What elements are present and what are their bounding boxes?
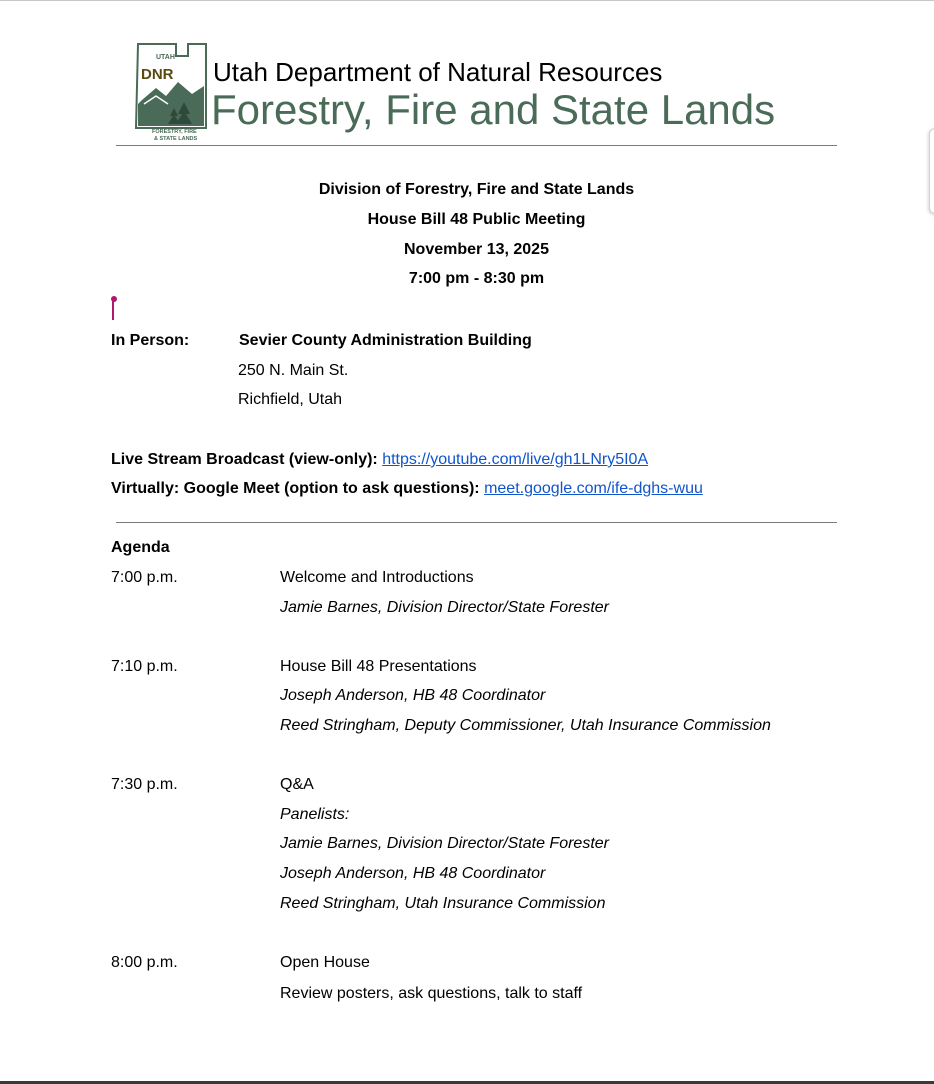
livestream-link[interactable]: https://youtube.com/live/gh1LNry5I0A (382, 451, 649, 468)
agenda-item-detail: Review posters, ask questions, talk to staff (280, 985, 583, 1002)
google-meet-line (111, 479, 703, 499)
meeting-time: 7:00 pm - 8:30 pm (408, 270, 545, 287)
location-city: Richfield, Utah (238, 391, 343, 408)
logo-initials-text: DNR (141, 66, 174, 83)
agenda-item-detail: Reed Stringham, Deputy Commissioner, Utah Insurance Commission (280, 717, 771, 734)
agenda-item-detail: Joseph Anderson, HB 48 Coordinator (280, 687, 546, 704)
dnr-logo-graphic (134, 42, 208, 142)
livestream-line (111, 450, 648, 470)
header-divider (116, 145, 837, 146)
location-building: Sevier County Administration Building (239, 332, 532, 349)
agenda-item-title: Welcome and Introductions (280, 569, 474, 586)
agenda-item-detail: Jamie Barnes, Division Director/State Forester (280, 599, 609, 616)
agenda-time: 7:10 p.m. (111, 658, 178, 675)
agenda-item-detail: Joseph Anderson, HB 48 Coordinator (280, 865, 546, 882)
page-top-border (0, 0, 934, 1)
side-panel-tab[interactable] (929, 128, 934, 214)
location-street: 250 N. Main St. (238, 362, 349, 379)
dnr-logo (134, 42, 208, 142)
agenda-item-detail: Jamie Barnes, Division Director/State Forester (280, 835, 609, 852)
google-meet-link[interactable]: meet.google.com/ife-dghs-wuu (484, 480, 703, 497)
livestream-label: Live Stream Broadcast (view-only): (111, 451, 378, 468)
agenda-item-detail: Panelists: (280, 806, 350, 823)
logo-caption-line2: & STATE LANDS (154, 136, 198, 142)
agenda-divider (116, 522, 837, 523)
logo-state-text: UTAH (156, 54, 175, 61)
in-person-label: In Person: (111, 332, 190, 349)
agenda-item-title: Q&A (280, 776, 314, 793)
agenda-item-title: House Bill 48 Presentations (280, 658, 477, 675)
meeting-division: Division of Forestry, Fire and State Lands (318, 181, 635, 198)
agenda-time: 8:00 p.m. (111, 954, 178, 971)
google-meet-label: Virtually: Google Meet (option to ask questions): (111, 480, 480, 497)
agenda-item-detail: Reed Stringham, Utah Insurance Commission (280, 895, 606, 912)
agenda-time: 7:30 p.m. (111, 776, 178, 793)
text-cursor-handle[interactable] (111, 296, 117, 302)
division-banner: Forestry, Fire and State Lands (211, 86, 776, 133)
agenda-heading: Agenda (111, 539, 170, 556)
meeting-title: House Bill 48 Public Meeting (367, 211, 586, 228)
meeting-date: November 13, 2025 (404, 241, 549, 258)
agenda-item-title: Open House (280, 954, 370, 971)
department-name: Utah Department of Natural Resources (213, 57, 663, 87)
logo-caption-line1: FORESTRY, FIRE (152, 129, 197, 135)
agenda-time: 7:00 p.m. (111, 569, 178, 586)
